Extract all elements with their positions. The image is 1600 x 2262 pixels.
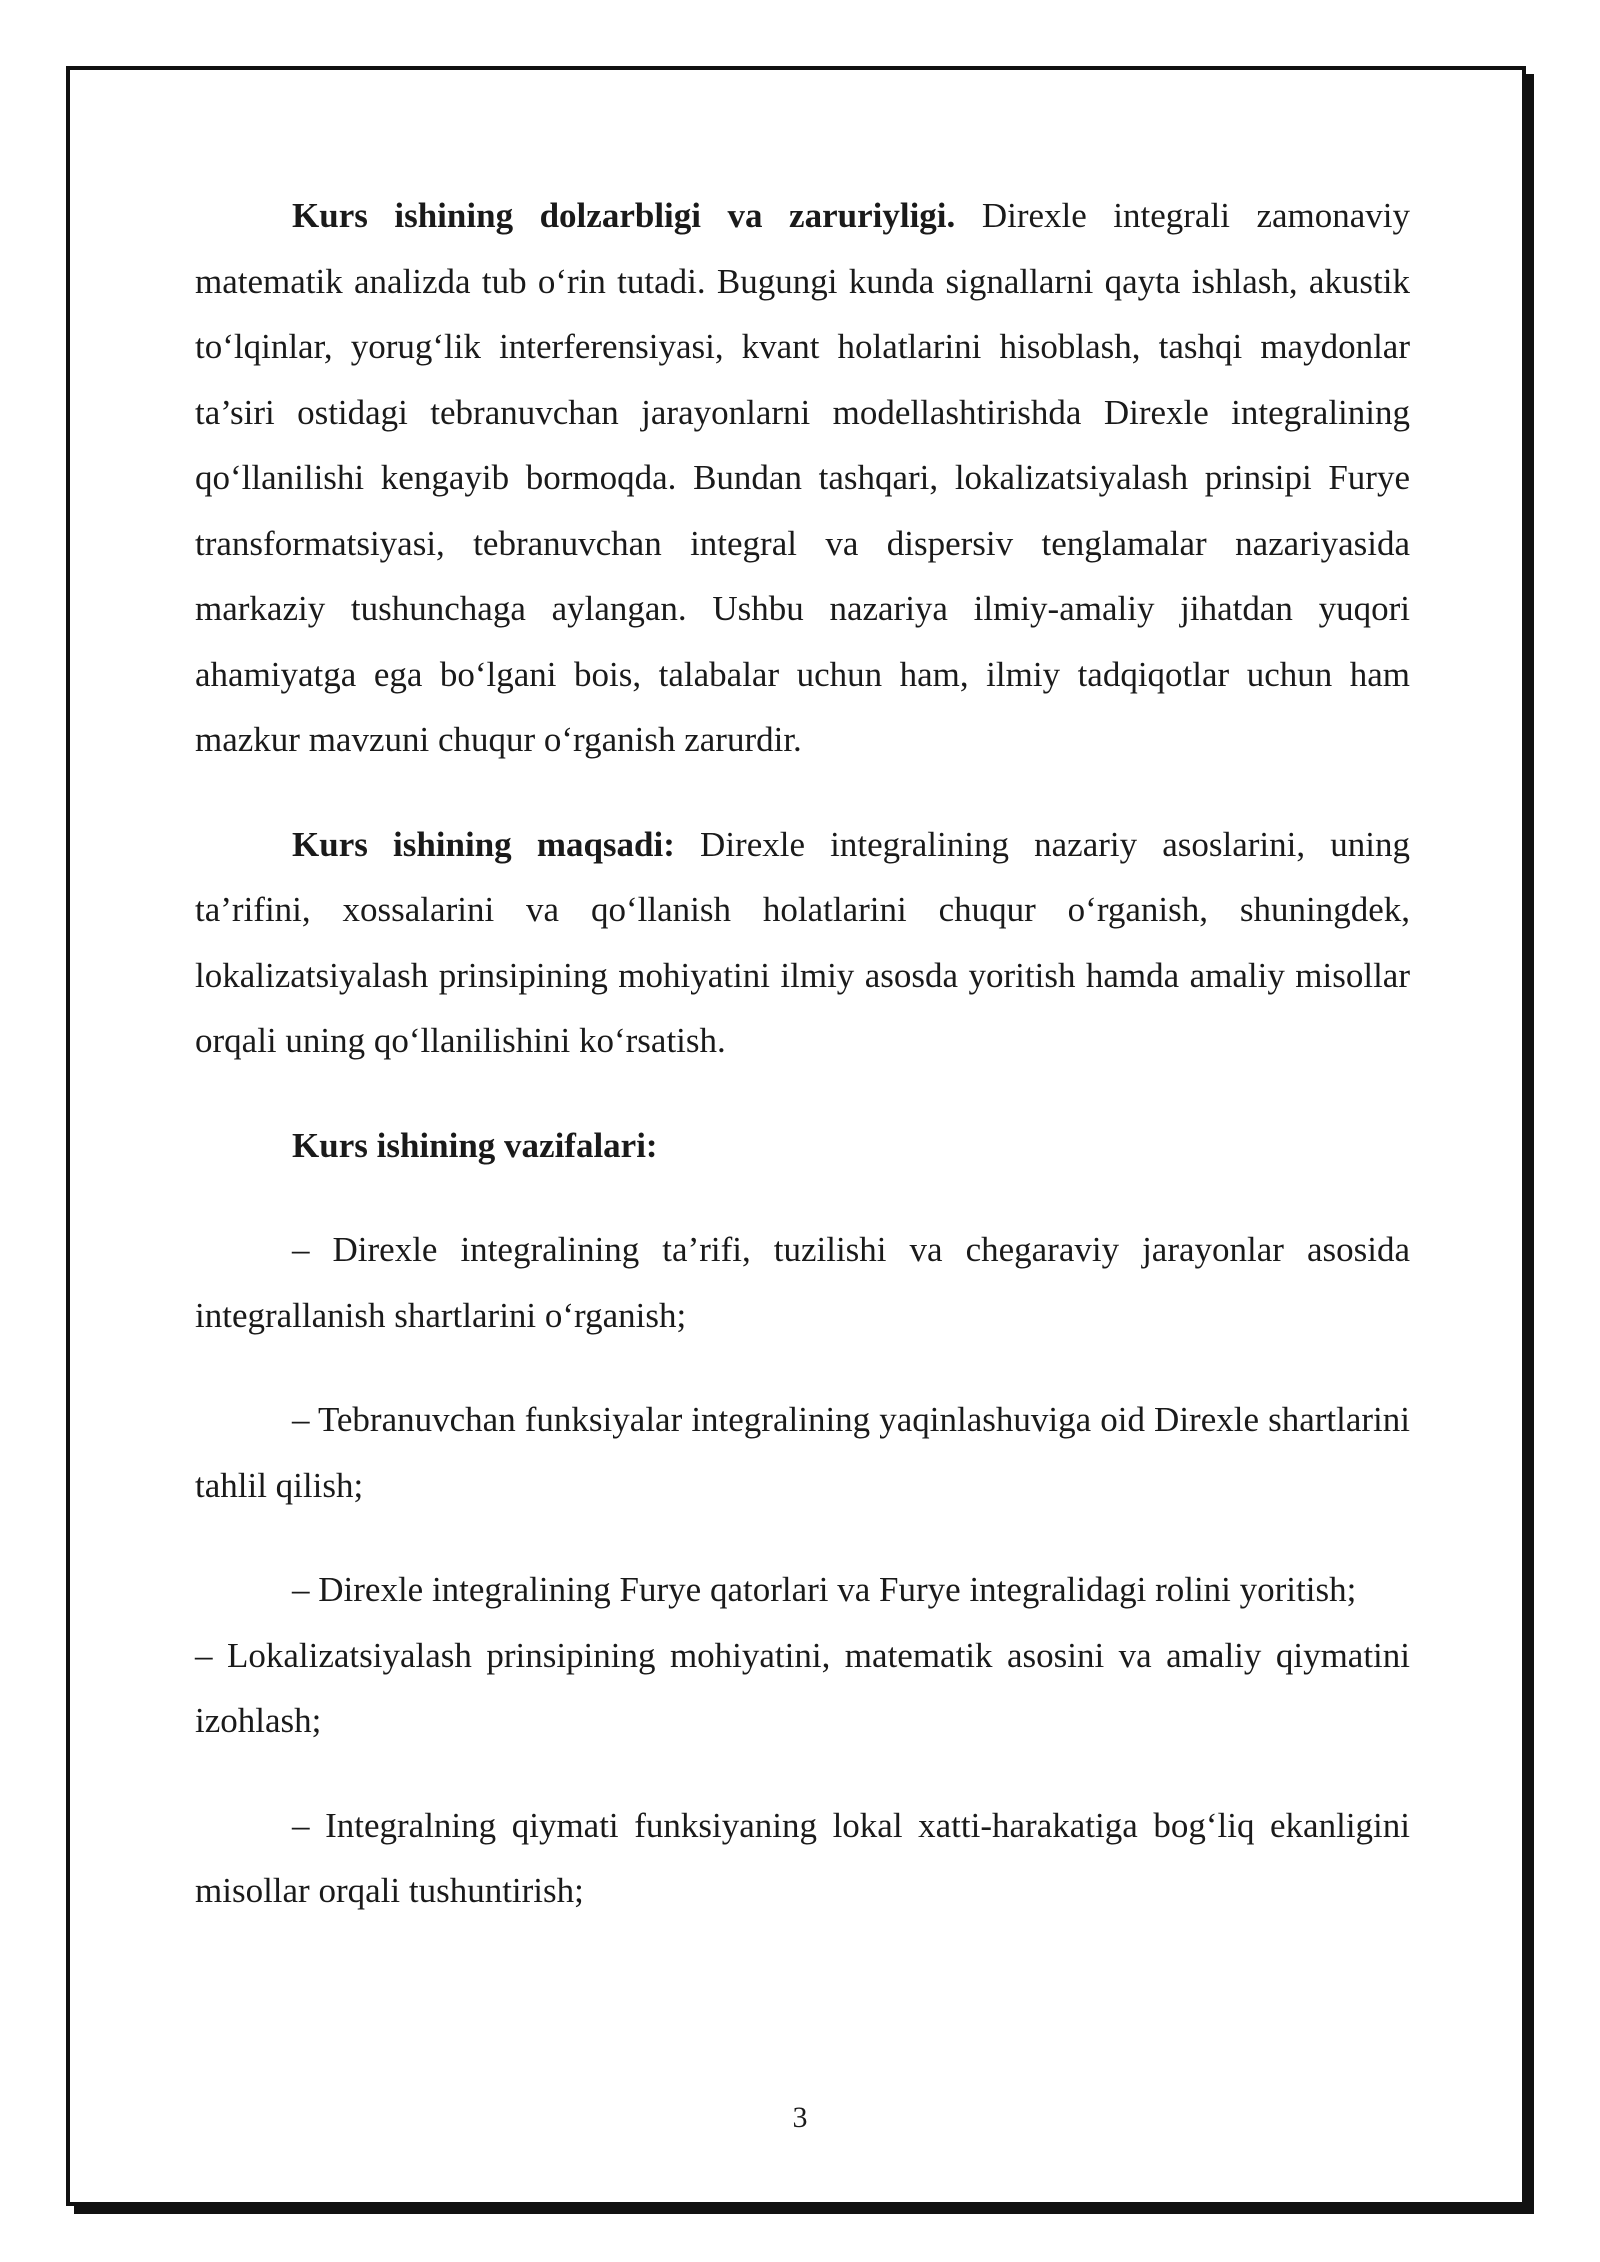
heading-vazifalar: Kurs ishining vazifalari:	[292, 1125, 658, 1165]
task-item: – Direxle integralining Furye qatorlari va Furye integralidagi rolini yoritish;	[292, 1570, 1357, 1609]
paragraph-maqsad	[195, 812, 1410, 1074]
task-item: – Lokalizatsiyalash prinsipining mohiyatini, matematik asosini va amaliy qiymatini izohlash;	[195, 1635, 1410, 1740]
document-body	[195, 183, 1410, 1924]
page-number: 3	[792, 2101, 808, 2134]
paragraph-dolzarblik	[195, 183, 1410, 773]
task-item: – Tebranuvchan funksiyalar integralining yaqinlashuviga oid Direxle shartlarini tahlil qilish;	[195, 1400, 1410, 1505]
task-item: – Direxle integralining ta’rifi, tuzilishi va chegaraviy jarayonlar asosida integrallanish shartlarini o‘rganish;	[195, 1230, 1410, 1335]
task-item: – Integralning qiymati funksiyaning lokal xatti-harakatiga bog‘liq ekanligini misollar orqali tushuntirish;	[195, 1805, 1410, 1910]
text-dolzarblik: Direxle integrali zamonaviy matematik analizda tub o‘rin tutadi. Bugungi kunda signallarni qayta ishlash, akustik to‘lqinlar, yorug‘lik interferensiyasi, kvant holatlarini hisoblash, tashqi maydonlar ta’siri ostidagi tebranuvchan jarayonlarni modellashtirishda Direxle integralining qo‘llanilishi kengayib bormoqda. Bundan tashqari, lokalizatsiyalash prinsipi Furye transformatsiyasi, tebranuvchan integral va dispersiv tenglamalar nazariyasida markaziy tushunchaga aylangan. Ushbu nazariya ilmiy-amaliy jihatdan yuqori ahamiyatga ega bo‘lgani bois, talabalar uchun ham, ilmiy tadqiqotlar uchun ham mazkur mavzuni chuqur o‘rganish zarurdir.	[195, 196, 1410, 759]
text-maqsad: Direxle integralining nazariy asoslarini, uning ta’rifini, xossalarini va qo‘llanish holatlarini chuqur o‘rganish, shuningdek, lokalizatsiyalash prinsipining mohiyatini ilmiy asosda yoritish hamda amaliy misollar orqali uning qo‘llanilishini ko‘rsatish.	[195, 824, 1410, 1060]
heading-dolzarblik: Kurs ishining dolzarbligi va zaruriyligi.	[292, 196, 956, 235]
heading-maqsad: Kurs ishining maqsadi:	[292, 824, 675, 864]
